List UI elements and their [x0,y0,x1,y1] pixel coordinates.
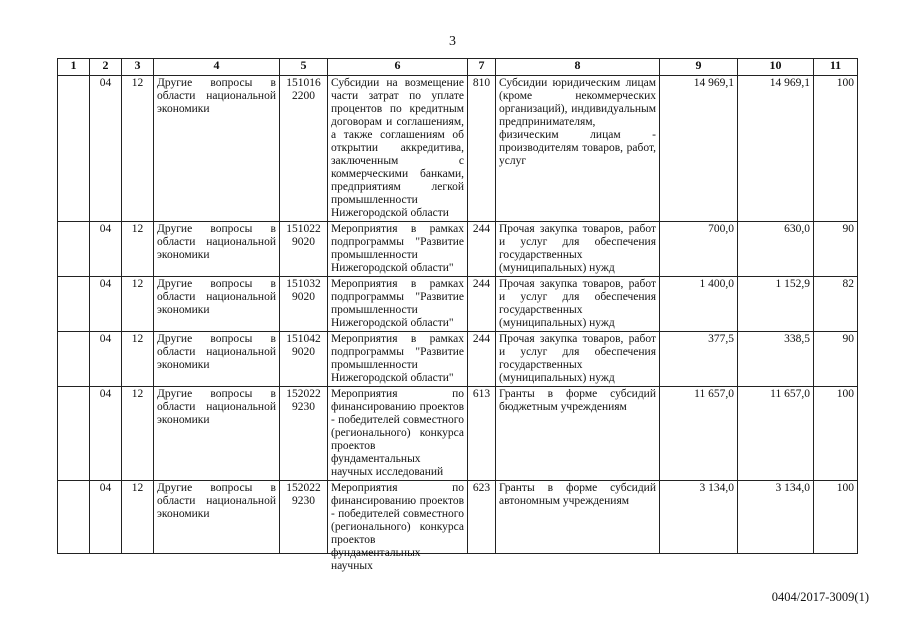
cell-target-code [280,387,328,481]
target-code-part-2: 9230 [292,495,315,507]
cell-target-code [280,76,328,222]
table-row [58,277,858,332]
cell-expense-type: 244 [468,277,496,332]
table-row [58,387,858,481]
cell-subsection: 12 [122,277,154,332]
cell-section: 04 [90,481,122,554]
cell-target-code [280,222,328,277]
cell-executed: 14 969,1 [738,76,814,222]
cell-planned: 1 400,0 [660,277,738,332]
target-code-part-1: 151016 [286,77,321,89]
cell-section: 04 [90,277,122,332]
cell-target-code [280,481,328,554]
cell-subsection: 12 [122,332,154,387]
cell-program-name: Мероприятия в рамках подпрограммы "Развитие промышленности Нижегородской области" [328,332,468,387]
target-code-part-1: 152022 [286,388,321,400]
cell-expense-type: 613 [468,387,496,481]
cell-section: 04 [90,387,122,481]
cell-target-code [280,277,328,332]
target-code-part-2: 9020 [292,291,315,303]
cell-expense-type: 810 [468,76,496,222]
cell-executed: 3 134,0 [738,481,814,554]
cell-program-name [328,481,468,572]
page-number: 3 [449,34,456,49]
target-code-part-1: 151022 [286,223,321,235]
cell-percent: 90 [814,222,858,277]
cell-section-name: Другие вопросы в области национальной экономики [154,332,280,387]
cell-section-name: Другие вопросы в области национальной экономики [154,76,280,222]
cell-executed: 1 152,9 [738,277,814,332]
cell-section-name: Другие вопросы в области национальной экономики [154,222,280,277]
cell-expense-type: 623 [468,481,496,554]
cell-planned: 3 134,0 [660,481,738,554]
column-header-5: 5 [280,59,328,76]
target-code-part-2: 9020 [292,346,315,358]
column-header-7: 7 [468,59,496,76]
cell-subsection: 12 [122,481,154,554]
cell-planned: 14 969,1 [660,76,738,222]
table-row [58,332,858,387]
table-row [58,76,858,222]
cell-section-name: Другие вопросы в области национальной экономики [154,387,280,481]
cell-index [58,222,90,277]
document-code: 0404/2017-3009(1) [771,590,869,604]
target-code-part-1: 151032 [286,278,321,290]
cell-index [58,277,90,332]
cell-section-name: Другие вопросы в области национальной экономики [154,481,280,554]
cell-percent: 100 [814,481,858,554]
table-row [58,481,858,554]
target-code-part-1: 151042 [286,333,321,345]
cell-expense-type: 244 [468,332,496,387]
cell-percent: 100 [814,76,858,222]
cell-expense-type: 244 [468,222,496,277]
cell-percent: 82 [814,277,858,332]
cell-program-name: Субсидии на возмещение части затрат по уплате процентов по кредитным договорам и соглашениям, а также соглашениям об открытии аккредитива, заключенным с коммерческими банками, предприятиям легкой промышленности Нижегородской области [328,76,468,222]
cell-section: 04 [90,332,122,387]
table-row [58,222,858,277]
cell-expense-name: Субсидии юридическим лицам (кроме некоммерческих организаций), индивидуальным предпринимателям, физическим лицам - производителям товаров, работ, услуг [496,76,660,222]
cell-index [58,76,90,222]
column-header-3: 3 [122,59,154,76]
cell-subsection: 12 [122,222,154,277]
cell-section-name: Другие вопросы в области национальной экономики [154,277,280,332]
target-code-part-2: 9230 [292,401,315,413]
cell-expense-name: Гранты в форме субсидий автономным учреждениям [496,481,660,554]
cell-index [58,387,90,481]
cell-planned: 11 657,0 [660,387,738,481]
cell-program-name: Мероприятия в рамках подпрограммы "Развитие промышленности Нижегородской области" [328,277,468,332]
cell-expense-name: Прочая закупка товаров, работ и услуг для обеспечения государственных (муниципальных) нужд [496,222,660,277]
program-name-text: Мероприятия по финансированию проектов - победителей совместного (регионального) конкурса проектов фундаментальных научных [331,482,464,572]
cell-index [58,481,90,554]
cell-subsection: 12 [122,76,154,222]
cell-section: 04 [90,76,122,222]
cell-expense-name: Гранты в форме субсидий бюджетным учреждениям [496,387,660,481]
cell-executed: 11 657,0 [738,387,814,481]
column-header-4: 4 [154,59,280,76]
cell-program-name: Мероприятия в рамках подпрограммы "Развитие промышленности Нижегородской области" [328,222,468,277]
cell-executed: 630,0 [738,222,814,277]
column-header-1: 1 [58,59,90,76]
column-header-9: 9 [660,59,738,76]
cell-expense-name: Прочая закупка товаров, работ и услуг для обеспечения государственных (муниципальных) нужд [496,332,660,387]
cell-target-code [280,332,328,387]
cell-program-name: Мероприятия по финансированию проектов - победителей совместного (регионального) конкурса проектов фундаментальных научных исследований [328,387,468,481]
column-header-11: 11 [814,59,858,76]
cell-percent: 100 [814,387,858,481]
cell-planned: 700,0 [660,222,738,277]
column-header-6: 6 [328,59,468,76]
column-header-10: 10 [738,59,814,76]
column-header-8: 8 [496,59,660,76]
target-code-part-2: 2200 [292,90,315,102]
column-header-2: 2 [90,59,122,76]
cell-index [58,332,90,387]
cell-executed: 338,5 [738,332,814,387]
budget-table [57,58,858,572]
cell-planned: 377,5 [660,332,738,387]
target-code-part-2: 9020 [292,236,315,248]
cell-percent: 90 [814,332,858,387]
cell-expense-name: Прочая закупка товаров, работ и услуг для обеспечения государственных (муниципальных) нужд [496,277,660,332]
header-row [58,59,858,76]
cell-subsection: 12 [122,387,154,481]
cell-section: 04 [90,222,122,277]
target-code-part-1: 152022 [286,482,321,494]
table-header [58,59,858,76]
